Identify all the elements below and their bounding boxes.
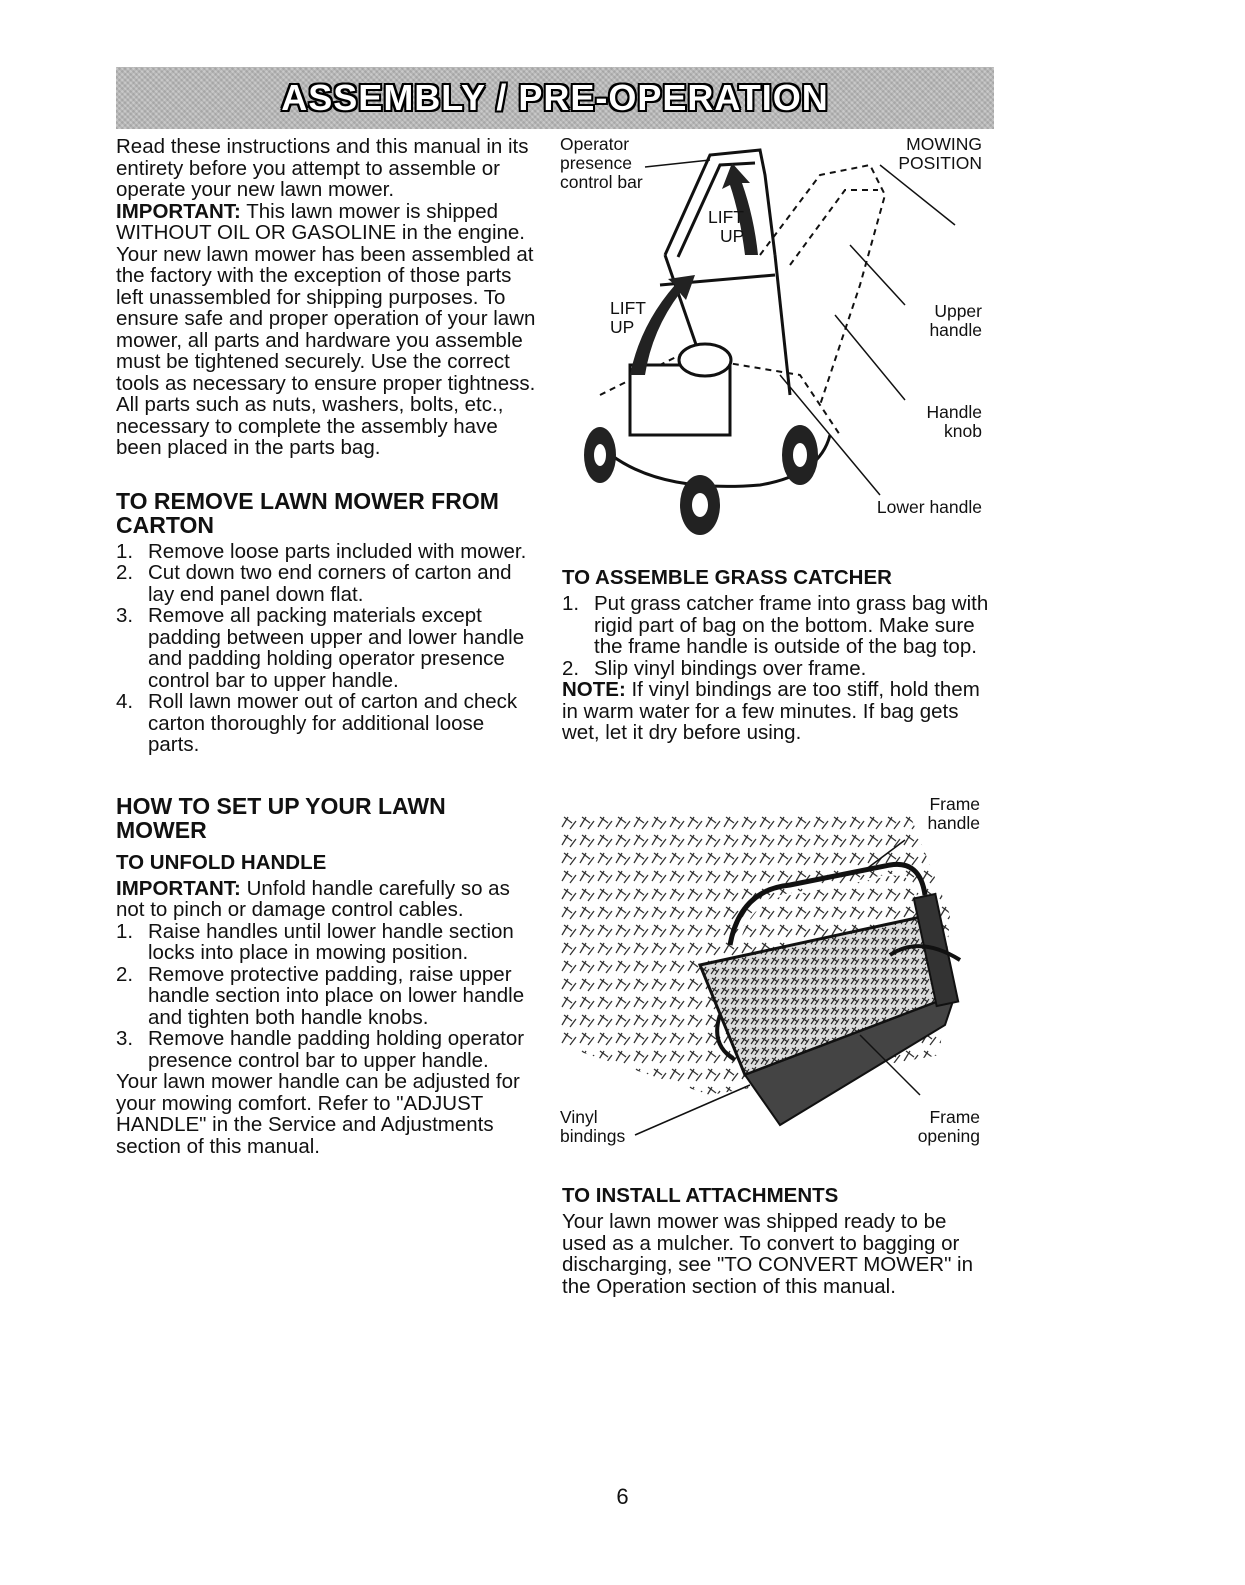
position-label: POSITION (898, 153, 982, 173)
upper-label: Upper (934, 301, 982, 321)
lower-handle-right (775, 255, 790, 395)
list-item: 1. Raise handles until lower handle section locks into place in mowing position. (116, 919, 514, 964)
handle-adjust-paragraph: Your lawn mower handle can be adjusted for your mowing comfort. Refer to "ADJUST HANDLE" in the Service and Adjustments section of this manual. (116, 1070, 520, 1158)
upper-handle-label: handle (929, 320, 982, 340)
intro-paragraph: Read these instructions and this manual in its entirety before you attempt to assemble or operate your new lawn mower. (116, 135, 529, 201)
left-column (116, 136, 536, 1157)
list-item: 3. Remove handle padding holding operator presence control bar to upper handle. (116, 1027, 525, 1072)
frame-opening-label-2: opening (917, 1126, 980, 1146)
grass-catcher-section (562, 567, 992, 744)
attachments-heading: TO INSTALL ATTACHMENTS (562, 1184, 839, 1207)
grass-catcher-steps (562, 593, 992, 679)
bindings-label: bindings (560, 1126, 626, 1146)
lift-label-left: LIFT (610, 298, 646, 318)
mowing-label: MOWING (906, 134, 982, 154)
remove-steps (116, 541, 536, 756)
up-label-left: UP (610, 317, 635, 337)
list-item: 3. Remove all packing materials except padding between upper and lower handle and padding holding operator presence control bar to upper handle. (116, 604, 525, 692)
list-item: 2. Cut down two end corners of carton and lay end panel down flat. (116, 561, 512, 606)
assembly-paragraph: Your new lawn mower has been assembled at the factory with the exception of those parts left unassembled for shipping purposes. To ensure safe and proper operation of your lawn mower, all parts and hardware you assemble must be tightened securely. Use the correct tools as necessary to ensure proper tightness. All parts such as nuts, washers, bolts, etc., necessary to complete the assembly have been placed in the parts bag. (116, 242, 536, 459)
lawn-mower-figure (560, 135, 1000, 535)
list-item: 1. Put grass catcher frame into grass bag with rigid part of bag on the bottom. Make sure the frame handle is outside of the bag top. (562, 592, 989, 658)
lift-label-top: LIFT (708, 207, 744, 227)
grass-catcher-heading: TO ASSEMBLE GRASS CATCHER (562, 566, 892, 589)
remove-heading: TO REMOVE LAWN MOWER FROM CARTON (116, 487, 499, 538)
vinyl-label: Vinyl (560, 1107, 598, 1127)
handle-knob-label: Handle (926, 402, 982, 422)
unfold-handle-subheading: TO UNFOLD HANDLE (116, 850, 327, 874)
list-item: 2. Slip vinyl bindings over frame. (562, 656, 867, 680)
important-notice: IMPORTANT: This lawn mower is shipped WITHOUT OIL OR GASOLINE in the engine. (116, 199, 525, 244)
list-item: 4. Roll lawn mower out of carton and check carton thoroughly for additional loose parts. (116, 690, 518, 756)
banner-title: ASSEMBLY / PRE-OPERATION (281, 77, 829, 118)
lower-handle-label: Lower handle (876, 497, 982, 517)
frame-opening-label-1: Frame (929, 1107, 980, 1127)
grass-catcher-illustration (560, 795, 1000, 1150)
attachments-section (562, 1185, 982, 1297)
frame-handle-label-2: handle (927, 813, 980, 833)
up-label-top: UP (720, 226, 745, 246)
operator-label: Operator (560, 134, 630, 154)
list-item: 1. Remove loose parts included with mower. (116, 539, 527, 563)
setup-steps (116, 921, 536, 1072)
page-number: 6 (616, 1484, 629, 1509)
frame-handle-label-1: Frame (929, 794, 980, 814)
control-bar-label: control bar (560, 172, 643, 192)
knob-label: knob (944, 421, 982, 441)
list-item: 2. Remove protective padding, raise upper handle section into place on lower handle and tighten both handle knobs. (116, 962, 525, 1029)
section-banner (116, 67, 994, 129)
attachments-paragraph: Your lawn mower was shipped ready to be used as a mulcher. To convert to bagging or discharging, see "TO CONVERT MOWER" in the Operation section of this manual. (562, 1210, 974, 1298)
unfold-important: IMPORTANT: Unfold handle carefully so as not to pinch or damage control cables. (116, 876, 510, 921)
grass-catcher-figure (560, 795, 1000, 1150)
vinyl-note: NOTE: If vinyl bindings are too stiff, hold them in warm water for a few minutes. If bag gets wet, let it dry before using. (562, 678, 980, 744)
setup-heading: HOW TO SET UP YOUR LAWN MOWER (116, 792, 446, 843)
presence-label: presence (560, 153, 632, 173)
